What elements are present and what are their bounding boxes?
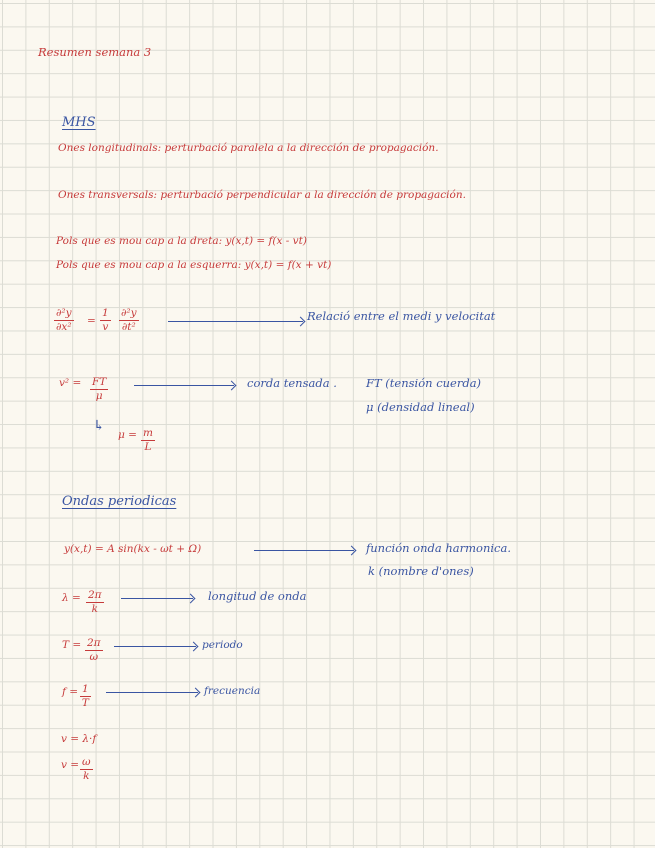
length-denominator: L <box>144 440 152 453</box>
period-numerator: 2π <box>87 637 101 649</box>
wave-eq-coef-denominator: v <box>102 320 109 333</box>
density-fraction <box>141 428 155 452</box>
corda-tensada-note: corda tensada . <box>247 376 337 390</box>
period-note: periodo <box>202 639 243 651</box>
arrow-harmonic <box>254 550 354 551</box>
wavelength-note: longitud de onda <box>208 589 307 603</box>
longitudinal-waves-note: Ones longitudinals: perturbació paralela a la dirección de propagación. <box>58 142 439 154</box>
frequency-fraction <box>80 684 91 708</box>
tension-note: FT (tensión cuerda) <box>366 376 482 390</box>
wave-eq-lhs-denominator: ∂x² <box>56 320 72 333</box>
wave-eq-equals: = <box>87 315 96 327</box>
mass-numerator: m <box>143 427 153 439</box>
speed-squared-fraction <box>90 377 108 401</box>
frequency-lhs: f = <box>62 686 79 698</box>
wavelength-numerator: 2π <box>88 589 102 601</box>
harmonic-note: función onda harmonica. <box>366 541 512 555</box>
speed-squared-lhs: v² = <box>59 377 82 389</box>
wave-eq-lhs-numerator: ∂²y <box>56 307 72 319</box>
page-title: Resumen semana 3 <box>38 45 152 59</box>
speed-numerator: ω <box>82 756 91 768</box>
transversal-waves-note: Ones transversals: perturbació perpendicular a la dirección de propagación. <box>58 189 466 201</box>
arrow-wavelength <box>121 598 193 599</box>
tension-numerator: FT <box>92 376 107 388</box>
mhs-heading: MHS <box>62 115 96 130</box>
arrow-period <box>114 646 196 647</box>
wavelength-fraction <box>86 590 104 614</box>
density-denominator: μ <box>95 389 103 402</box>
wave-eq-rhs-denominator: ∂t² <box>121 320 136 333</box>
frequency-numerator: 1 <box>82 683 89 695</box>
arrow-corda <box>134 385 234 386</box>
pulse-left-note: Pols que es mou cap a la esquerra: y(x,t) = f(x + vt) <box>56 259 332 271</box>
density-lhs: μ = <box>118 429 137 441</box>
wave-eq-rhs <box>119 308 139 332</box>
wave-eq-note: Relació entre el medi y velocitat <box>307 309 496 323</box>
period-fraction <box>85 638 103 662</box>
arrow-wave-eq <box>168 321 303 322</box>
arrow-frequency <box>106 692 198 693</box>
wavelength-lhs: λ = <box>62 592 81 604</box>
frequency-note: frecuencia <box>204 685 261 697</box>
wave-eq-rhs-numerator: ∂²y <box>121 307 137 319</box>
period-denominator: ω <box>89 650 99 663</box>
speed-omega-k-fraction <box>80 757 93 781</box>
wavelength-denominator: k <box>91 602 98 615</box>
density-note: μ (densidad lineal) <box>366 400 475 414</box>
speed-lambda-f: v = λ·f <box>61 733 97 745</box>
harmonic-wave-function: y(x,t) = A sin(kx - ωt + Ω) <box>64 543 202 555</box>
wave-eq-coefficient <box>100 308 111 332</box>
wave-eq-coef-numerator: 1 <box>102 307 109 319</box>
speed-denominator: k <box>83 769 90 782</box>
hook-arrow-icon: ↳ <box>93 418 105 434</box>
wave-number-note: k (nombre d'ones) <box>368 564 474 578</box>
period-lhs: T = <box>62 639 82 651</box>
frequency-denominator: T <box>81 696 89 709</box>
ondas-heading: Ondas periodicas <box>62 494 177 509</box>
speed-omega-k-lhs: v = <box>61 759 80 771</box>
wave-eq-lhs <box>54 308 74 332</box>
pulse-right-note: Pols que es mou cap a la dreta: y(x,t) = f(x - vt) <box>56 235 307 247</box>
